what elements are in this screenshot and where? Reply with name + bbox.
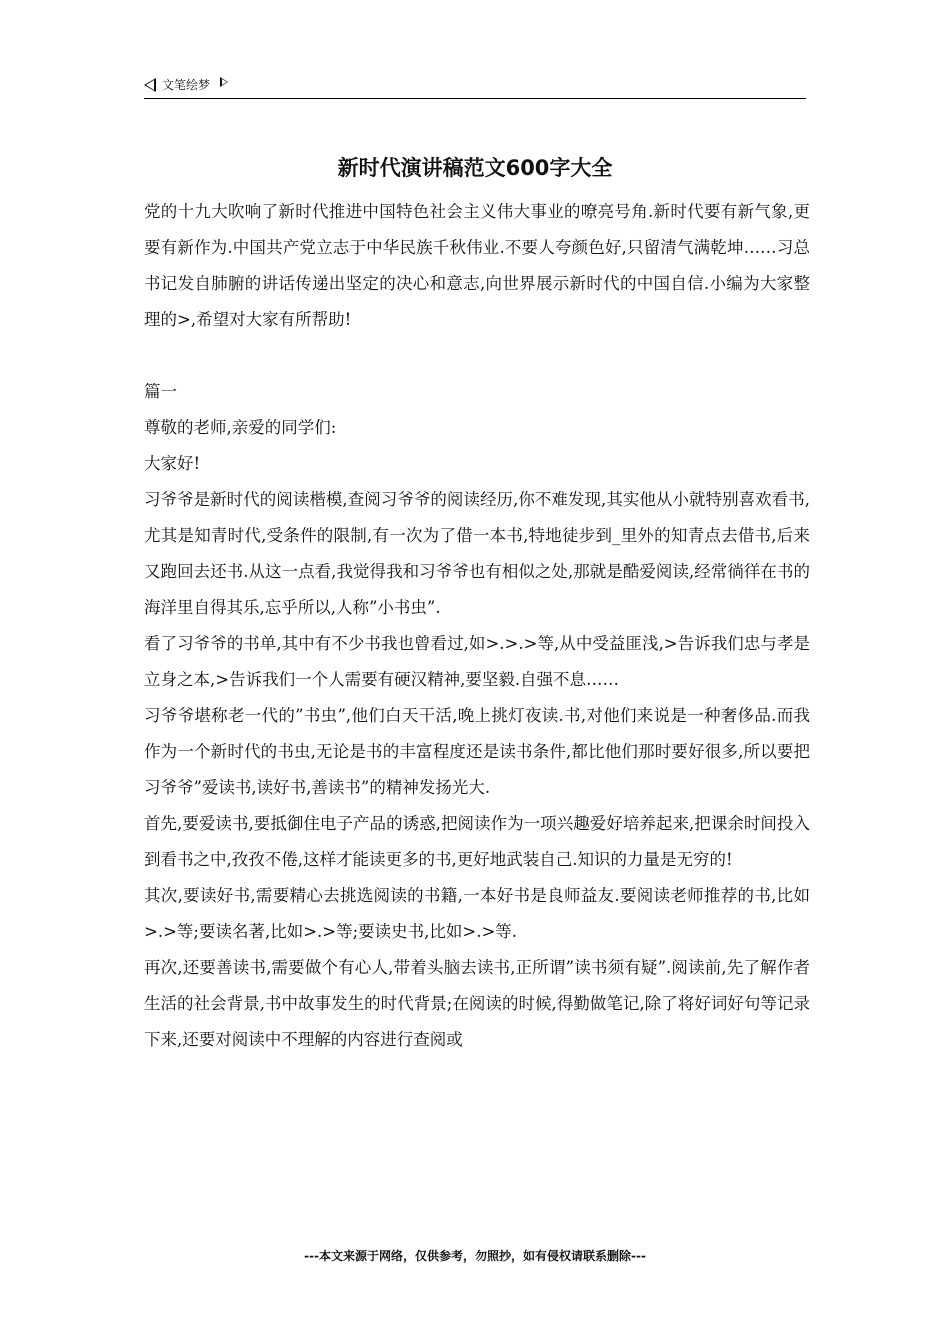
page-header <box>144 72 806 99</box>
document-title: 新时代演讲稿范文600字大全 <box>337 156 613 180</box>
body-paragraph: 首先,要爱读书,要抵御住电子产品的诱惑,把阅读作为一项兴趣爱好培养起来,把课余时间投入到看书之中,孜孜不倦,这样才能读更多的书,更好地武装自己.知识的力量是无穷的! <box>144 814 810 869</box>
body-paragraph: 再次,还要善读书,需要做个有心人,带着头脑去读书,正所谓”读书须有疑”.阅读前,先了解作者生活的社会背景,书中故事发生的时代背景;在阅读的时候,得勤做笔记,除了将好词好句等记录下来,还要对阅读中不理解的内容进行查阅或 <box>144 958 810 1049</box>
footer-disclaimer: ---本文来源于网络，仅供参考，勿照抄，如有侵权请联系删除--- <box>304 1249 646 1263</box>
site-name: 文笔绘梦 <box>162 78 211 92</box>
body-paragraph: 看了习爷爷的书单,其中有不少书我也曾看过,如>.>.>等,从中受益匪浅,>告诉我们忠与孝是立身之本,>告诉我们一个人需要有硬汉精神,要坚毅.自强不息…… <box>144 634 810 689</box>
triangle-left-icon <box>144 78 156 92</box>
body-paragraph: 习爷爷是新时代的阅读楷模,查阅习爷爷的阅读经历,你不难发现,其实他从小就特别喜欢看书,尤其是知青时代,受条件的限制,有一次为了借一本书,特地徒步到_里外的知青点去借书,后来又跑回去还书.从这一点看,我觉得我和习爷爷也有相似之处,那就是酷爱阅读,经常徜徉在书的海洋里自得其乐,忘乎所以,人称”小书虫”. <box>144 490 810 617</box>
paragraph-spacer <box>144 338 810 374</box>
section-label: 篇一 <box>144 382 177 401</box>
greeting: 大家好! <box>144 454 201 473</box>
intro-paragraph: 党的十九大吹响了新时代推进中国特色社会主义伟大事业的嘹亮号角.新时代要有新气象,更要有新作为.中国共产党立志于中华民族千秋伟业.不要人夸颜色好,只留清气满乾坤……习总书记发自肺腑的讲话传递出坚定的决心和意志,向世界展示新时代的中国自信.小编为大家整理的>,希望对大家有所帮助! <box>144 202 810 329</box>
document-body <box>144 194 810 1058</box>
triangle-right-icon <box>220 77 228 87</box>
header-brand <box>144 76 228 93</box>
salutation: 尊敬的老师,亲爱的同学们: <box>144 418 337 437</box>
body-paragraph: 习爷爷堪称老一代的”书虫”,他们白天干活,晚上挑灯夜读.书,对他们来说是一种奢侈品.而我作为一个新时代的书虫,无论是书的丰富程度还是读书条件,都比他们那时要好很多,所以要把习爷爷”爱读书,读好书,善读书”的精神发扬光大. <box>144 706 810 797</box>
body-paragraph: 其次,要读好书,需要精心去挑选阅读的书籍,一本好书是良师益友.要阅读老师推荐的书,比如>.>等;要读名著,比如>.>等;要读史书,比如>.>等. <box>144 886 810 941</box>
